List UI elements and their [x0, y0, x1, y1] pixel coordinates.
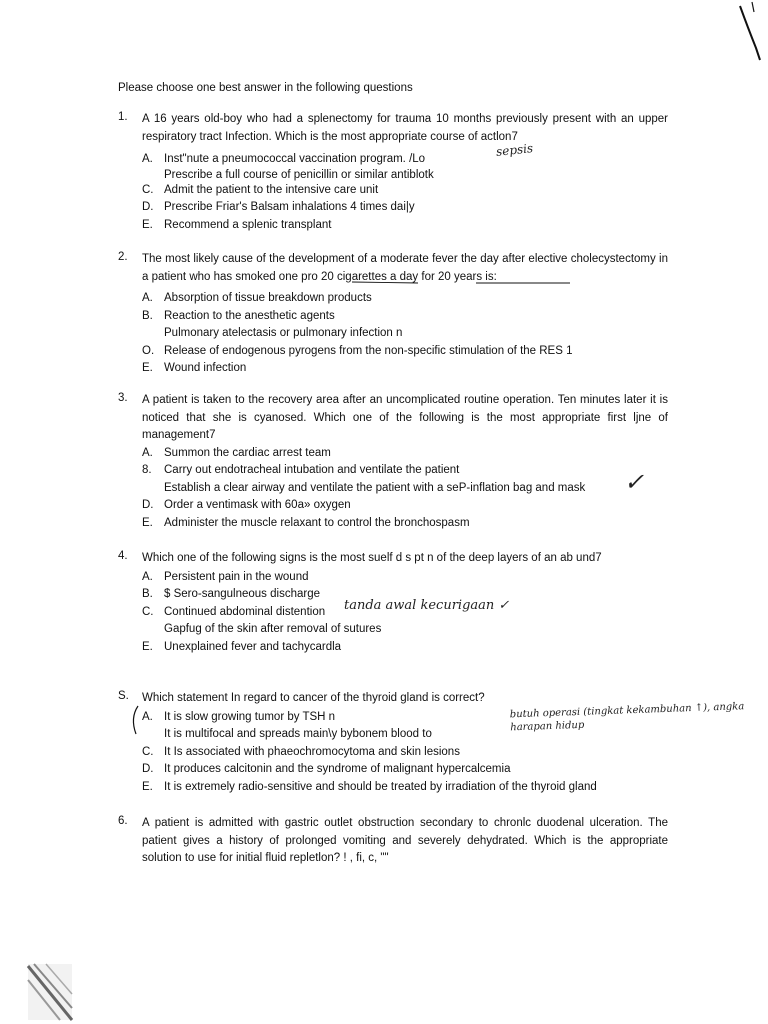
option-b[interactable] [142, 308, 668, 326]
option-c[interactable] [142, 744, 668, 762]
answer-options [142, 445, 668, 533]
option-text: Unexplained fever and tachycardla [164, 640, 342, 653]
option-letter: E. [142, 780, 153, 793]
question-text: Which one of the following signs is the most suelf d s pt n of the deep layers of an ab und7 [142, 552, 602, 564]
option-text: It is extremely radio-sensitive and should be treated by irradiation of the thyroid gland [164, 780, 597, 793]
scan-artifact [26, 962, 76, 1022]
option-text: It produces calcitonin and the syndrome of malignant hypercalcemia [164, 763, 511, 776]
question-number: 6. [118, 815, 128, 827]
option-e[interactable] [142, 515, 668, 533]
option-d[interactable] [142, 343, 668, 361]
option-text: Release of endogenous pyrogens from the non-specific stimulation of the RES 1 [164, 344, 573, 357]
question-number: 4. [118, 550, 128, 562]
option-a[interactable] [142, 569, 668, 587]
handwritten-underline [350, 280, 590, 286]
option-letter: D. [142, 763, 154, 776]
question-text: A patient is admitted with gastric outlet obstruction secondary to chronlc duodenal ulceration. The patient gives a history of prolonged vomiting and severely dehydrated. Which is the appropriate solution to use for initial fluid repletlon? ! , fi, c, "" [142, 817, 668, 864]
option-text: Summon the cardiac arrest team [164, 446, 331, 459]
option-letter: E. [142, 362, 153, 375]
option-letter: C. [142, 605, 154, 618]
question-1 [118, 111, 668, 234]
option-letter: E. [142, 218, 153, 231]
option-c[interactable] [142, 182, 668, 200]
option-text: Wound infection [164, 362, 247, 375]
question-2 [118, 251, 668, 378]
option-text: It is slow growing tumor by TSH n [164, 710, 336, 723]
answer-options [142, 151, 668, 234]
handwritten-note-q4: tanda awal kecurigaan ✓ [344, 598, 510, 613]
question-number: S. [118, 690, 129, 702]
option-letter: D. [142, 201, 154, 214]
option-d[interactable] [142, 497, 668, 515]
option-e[interactable] [142, 217, 668, 235]
option-text: Prescribe Friar's Balsam inhalations 4 times dai|y [164, 201, 415, 214]
option-letter: A. [142, 446, 153, 459]
option-text: It is multifocal and spreads main\y bybonem blood to [164, 728, 432, 741]
pen-stroke-mark [730, 0, 768, 70]
option-letter: 8. [142, 464, 152, 477]
option-letter: D. [142, 499, 154, 512]
option-letter: A. [142, 570, 153, 583]
question-number: 1. [118, 111, 128, 123]
option-text: Carry out endotracheal intubation and ventilate the patient [164, 464, 460, 477]
option-text: Reaction to the anesthetic agents [164, 309, 335, 322]
option-c[interactable] [142, 325, 668, 343]
option-letter: A. [142, 153, 153, 165]
handwritten-note-q5: butuh operasi (tingkat kekambuhan ↑), angka harapan hidup [509, 701, 745, 734]
option-letter: E. [142, 516, 153, 529]
option-letter: E. [142, 640, 153, 653]
question-number: 3. [118, 392, 128, 404]
option-d[interactable] [142, 199, 668, 217]
option-text: Persistent pain in the wound [164, 570, 309, 583]
option-letter: B. [142, 309, 153, 322]
option-b[interactable] [142, 169, 668, 182]
question-text: Which statement In regard to cancer of the thyroid gland is correct? [142, 692, 485, 704]
option-a[interactable] [142, 151, 668, 169]
question-text: A patient is taken to the recovery area after an uncomplicated routine operation. Ten minutes later it is noticed that she is cyanosed. Which one of the following is the most appropriate first ljne of management7 [142, 394, 668, 441]
option-a[interactable] [142, 445, 668, 463]
option-text: Inst"nute a pneumococcal vaccination program. /Lo [164, 153, 426, 165]
question-number: 2. [118, 251, 128, 263]
option-letter: O. [142, 344, 155, 357]
answer-options [142, 290, 668, 378]
option-d[interactable] [142, 761, 668, 779]
option-e[interactable] [142, 779, 668, 797]
option-text: Establish a clear airway and ventilate the patient with a seP-inflation bag and mask [164, 481, 586, 494]
option-text: $ Sero-sangulneous discharge [164, 588, 320, 601]
option-e[interactable] [142, 639, 668, 657]
option-c[interactable] [142, 480, 668, 498]
option-letter: A. [142, 710, 153, 723]
option-letter: C. [142, 183, 154, 196]
question-text: The most likely cause of the development of a moderate fever the day after elective cholecystectomy in a patient who has smoked one pro 20 cigarettes a day for 20 years is: [142, 253, 668, 283]
option-text: Pulmonary atelectasis or pulmonary infection n [164, 327, 403, 340]
question-text: A 16 years old-boy who had a splenectomy for trauma 10 months previously present with an upper respiratory tract Infection. Which is the most appropriate course of actlon7 [142, 113, 668, 143]
option-b[interactable] [142, 462, 668, 480]
option-text: Admit the patient to the intensive care unit [164, 183, 379, 196]
handwritten-checkmark-q3: ✓ [624, 468, 645, 496]
option-letter: A. [142, 292, 153, 304]
option-e[interactable] [142, 360, 668, 378]
option-letter: C. [142, 745, 154, 758]
question-3 [118, 392, 668, 532]
option-text: Continued abdominal distention [164, 605, 326, 618]
instructions-heading: Please choose one best answer in the following questions [118, 82, 413, 94]
option-text: Order a ventimask with 60a» oxygen [164, 499, 351, 512]
option-text: It Is associated with phaeochromocytoma and skin lesions [164, 745, 460, 758]
handwritten-note-q1: sepsis [495, 141, 534, 159]
question-6 [118, 815, 668, 868]
option-text: Prescribe a full course of penicillin or similar antiblotk [164, 168, 434, 181]
handwritten-circle-mark [128, 704, 158, 736]
option-a[interactable] [142, 290, 668, 308]
option-text: Administer the muscle relaxant to control the bronchospasm [164, 516, 470, 529]
option-letter: B. [142, 588, 153, 601]
option-text: Recommend a splenic transplant [164, 218, 332, 231]
option-text: Gapfug of the skin after removal of sutures [164, 623, 382, 636]
option-d[interactable] [142, 621, 668, 639]
option-text: Absorption of tissue breakdown products [164, 292, 372, 304]
